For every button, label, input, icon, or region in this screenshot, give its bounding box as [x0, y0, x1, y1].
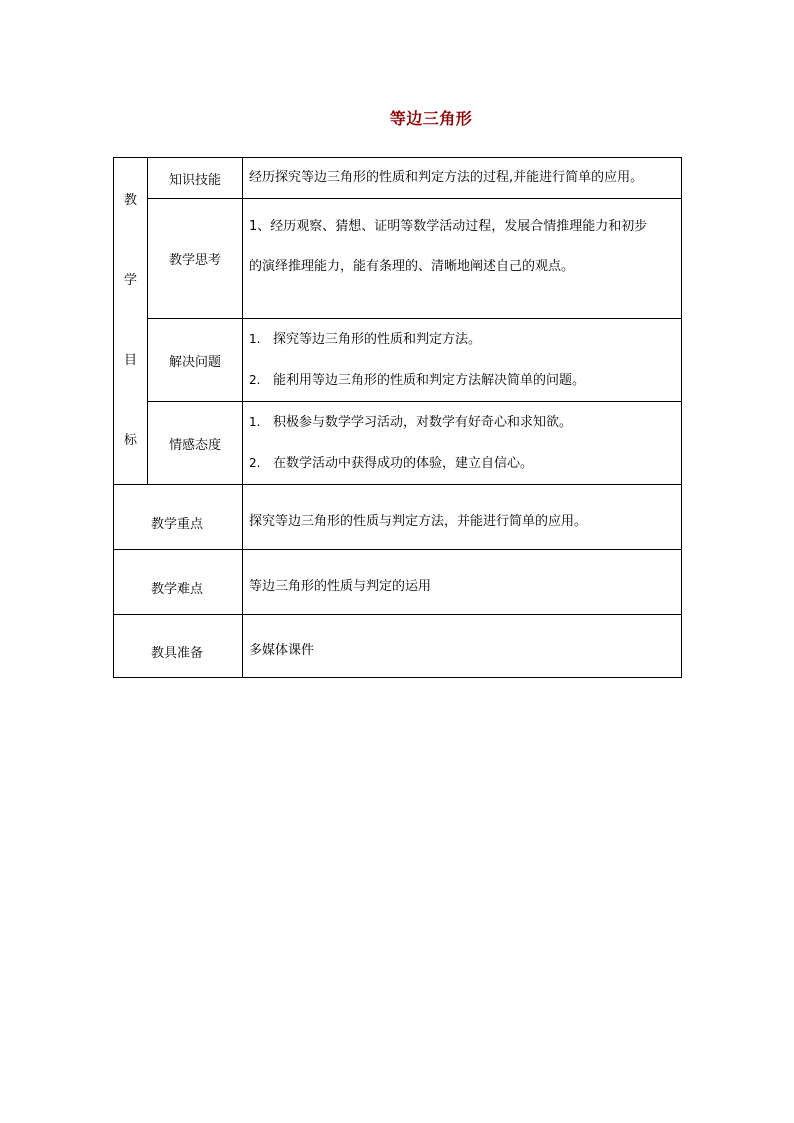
- objective-row-thinking: [114, 199, 682, 319]
- list-item: [249, 360, 681, 401]
- list-item-number: 2.: [249, 373, 261, 387]
- row-difficult-points: [114, 550, 682, 615]
- objective-category: 知识技能: [148, 158, 243, 199]
- row-key-points: [114, 485, 682, 550]
- objective-category: 教学思考: [148, 199, 243, 319]
- page-title: 等边三角形: [389, 109, 473, 128]
- objectives-label-char: 目: [123, 353, 137, 368]
- list-item-text: 在数学活动中获得成功的体验，建立自信心。: [273, 456, 534, 471]
- objective-category: 解决问题: [148, 319, 243, 402]
- objective-row-attitude: [114, 402, 682, 485]
- row-content: 探究等边三角形的性质与判定方法，并能进行简单的应用。: [243, 485, 682, 550]
- list-item-text: 能利用等边三角形的性质和判定方法解决简单的问题。: [273, 373, 586, 388]
- row-content: 等边三角形的性质与判定的运用: [243, 550, 682, 615]
- list-item-number: 2.: [249, 456, 261, 470]
- objective-row-knowledge: [114, 158, 682, 199]
- lesson-plan-table: [113, 157, 682, 678]
- objective-row-problem-solving: [114, 319, 682, 402]
- objective-paragraph-line: 的演绎推理能力，能有条理的、清晰地阐述自己的观点。: [249, 259, 575, 274]
- row-teaching-aids: [114, 615, 682, 678]
- objective-paragraph-line: 1、经历观察、猜想、证明等数学活动过程，发展合情推理能力和初步: [249, 219, 648, 234]
- row-label: 教具准备: [114, 615, 243, 678]
- objective-content: [243, 402, 682, 485]
- list-item-number: 1.: [249, 415, 261, 429]
- list-item-text: 探究等边三角形的性质和判定方法。: [273, 332, 482, 347]
- list-item: [249, 443, 681, 484]
- objective-content: [243, 319, 682, 402]
- objectives-label-char: 学: [123, 273, 137, 288]
- objectives-label-char: 标: [123, 433, 137, 448]
- objectives-side-label: [114, 158, 148, 485]
- objective-content: [243, 199, 682, 319]
- objectives-label-char: 教: [123, 193, 137, 208]
- objective-category: 情感态度: [148, 402, 243, 485]
- row-label: 教学难点: [114, 550, 243, 615]
- list-item-number: 1.: [249, 332, 261, 346]
- list-item: [249, 402, 681, 443]
- list-item-text: 积极参与数学学习活动，对数学有好奇心和求知欲。: [273, 415, 573, 430]
- row-content: 多媒体课件: [243, 615, 682, 678]
- list-item: [249, 319, 681, 360]
- objective-content: 经历探究等边三角形的性质和判定方法的过程,并能进行简单的应用。: [243, 158, 682, 199]
- row-label: 教学重点: [114, 485, 243, 550]
